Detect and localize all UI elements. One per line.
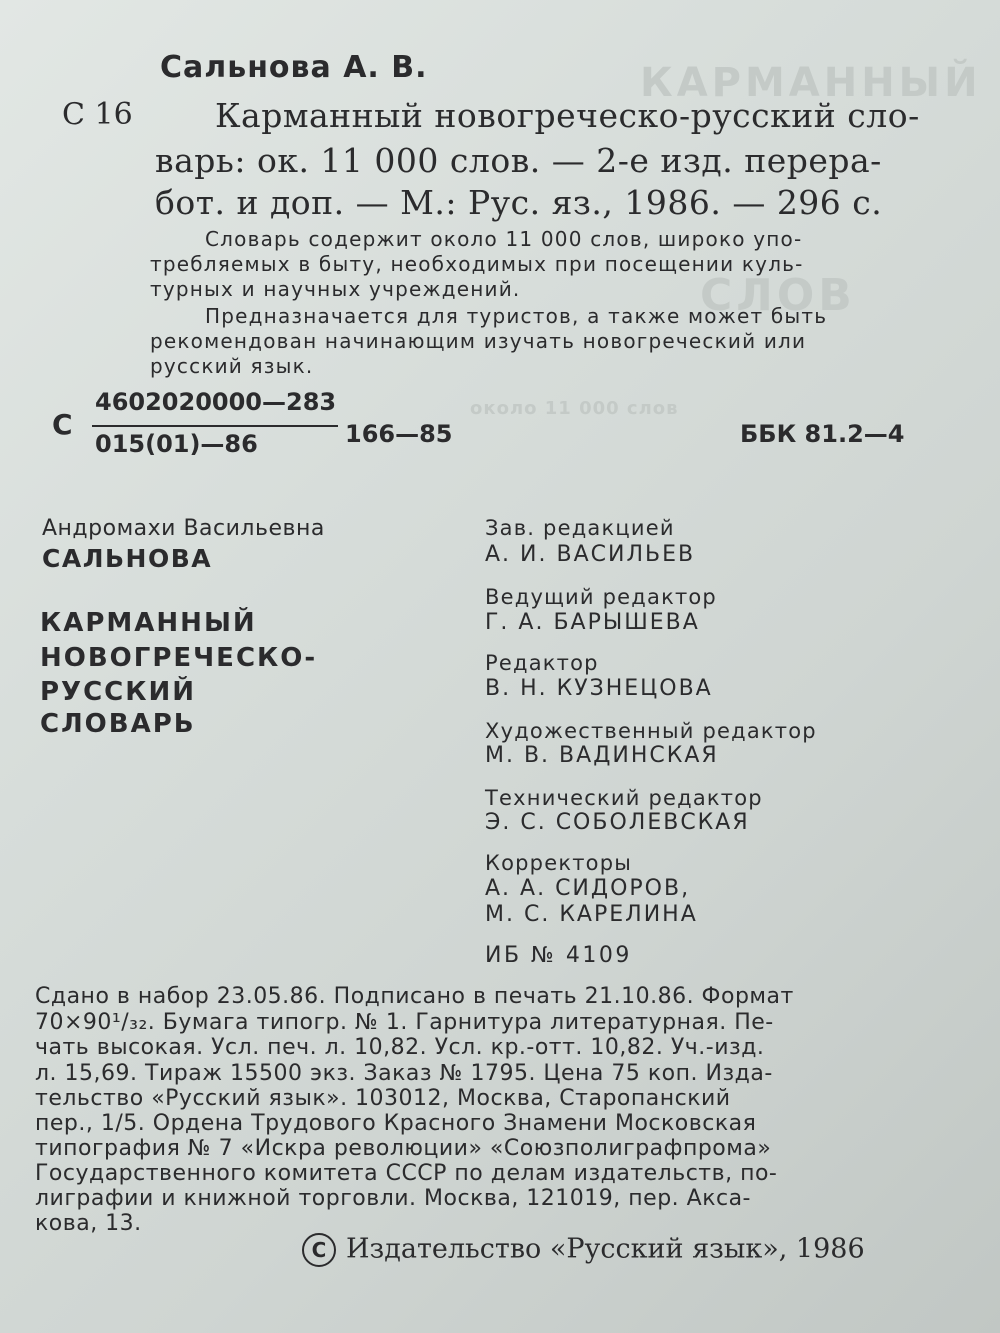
copyright-line <box>302 1233 865 1267</box>
credit-person: В. Н. КУЗНЕЦОВА <box>485 676 713 701</box>
credit-person: М. С. КАРЕЛИНА <box>485 902 698 927</box>
annotation-line: Предназначается для туристов, а также может быть <box>205 304 828 328</box>
bibliographic-line: Карманный новогреческо-русский сло- <box>215 96 920 135</box>
credit-person: А. И. ВАСИЛЬЕВ <box>485 542 696 567</box>
imprint-line: Сдано в набор 23.05.86. Подписано в печать 21.10.86. Формат <box>35 984 794 1009</box>
bleed-through: СЛОВ <box>700 270 856 321</box>
classification-letter: С <box>52 408 73 441</box>
author-full-name: Андромахи Васильевна <box>42 516 325 541</box>
book-title-line: СЛОВАРЬ <box>40 709 196 739</box>
credit-role: Зав. редакцией <box>485 516 675 540</box>
book-title-line: КАРМАННЫЙ <box>40 608 257 638</box>
credit-person: А. А. СИДОРОВ, <box>485 876 691 901</box>
bibliographic-line: варь: ок. 11 000 слов. — 2-е изд. перера- <box>155 141 882 180</box>
fraction-rule <box>92 425 338 427</box>
credit-person: М. В. ВАДИНСКАЯ <box>485 743 719 768</box>
annotation-line: рекомендован начинающим изучать новогреческий или <box>150 329 807 353</box>
annotation-line: требляемых в быту, необходимых при посещении куль- <box>150 252 804 276</box>
catalog-author: Сальнова А. В. <box>160 50 428 85</box>
ib-number: ИБ № 4109 <box>485 943 632 968</box>
bibliographic-line: бот. и доп. — М.: Рус. яз., 1986. — 296 с. <box>155 183 883 222</box>
classification-denominator: 015(01)—86 <box>95 430 258 458</box>
credit-role: Технический редактор <box>485 786 763 810</box>
bbk-code: ББК 81.2—4 <box>740 420 905 448</box>
classification-numerator: 4602020000—283 <box>95 388 337 416</box>
imprint-line: тельство «Русский язык». 103012, Москва, Старопанский <box>35 1086 731 1111</box>
book-title-line: РУССКИЙ <box>40 677 197 707</box>
imprint-line: л. 15,69. Тираж 15500 экз. Заказ № 1795. Цена 75 коп. Изда- <box>35 1061 773 1086</box>
book-title-line: НОВОГРЕЧЕСКО- <box>40 643 318 673</box>
classification-side-code: 166—85 <box>345 420 453 448</box>
imprint-line: чать высокая. Усл. печ. л. 10,82. Усл. кр.-отт. 10,82. Уч.-изд. <box>35 1035 765 1060</box>
imprint-line: типография № 7 «Искра революции» «Союзполиграфпрома» <box>35 1136 772 1161</box>
annotation-line: Словарь содержит около 11 000 слов, широко упо- <box>205 227 803 251</box>
annotation-line: турных и научных учреждений. <box>150 277 521 301</box>
credit-role: Корректоры <box>485 851 633 875</box>
credit-role: Ведущий редактор <box>485 585 717 609</box>
credit-person: Э. С. СОБОЛЕВСКАЯ <box>485 810 750 835</box>
imprint-line: 70×90¹/₃₂. Бумага типогр. № 1. Гарнитура литературная. Пе- <box>35 1010 774 1035</box>
annotation-line: русский язык. <box>150 354 314 378</box>
catalog-code: С 16 <box>62 97 133 132</box>
credit-role: Редактор <box>485 651 599 675</box>
copyright-text: Издательство «Русский язык», 1986 <box>346 1233 865 1265</box>
copyright-icon: C <box>302 1233 336 1267</box>
imprint-line: Государственного комитета СССР по делам издательств, по- <box>35 1161 778 1186</box>
author-surname: САЛЬНОВА <box>42 544 213 573</box>
bleed-through: около 11 000 слов <box>470 398 679 419</box>
imprint-line: кова, 13. <box>35 1211 142 1236</box>
imprint-line: пер., 1/5. Ордена Трудового Красного Знамени Московская <box>35 1111 757 1136</box>
credit-role: Художественный редактор <box>485 719 817 743</box>
bleed-through: КАРМАННЫЙ <box>640 60 982 106</box>
credit-person: Г. А. БАРЫШЕВА <box>485 610 700 635</box>
imprint-line: лиграфии и книжной торговли. Москва, 121019, пер. Акса- <box>35 1186 751 1211</box>
